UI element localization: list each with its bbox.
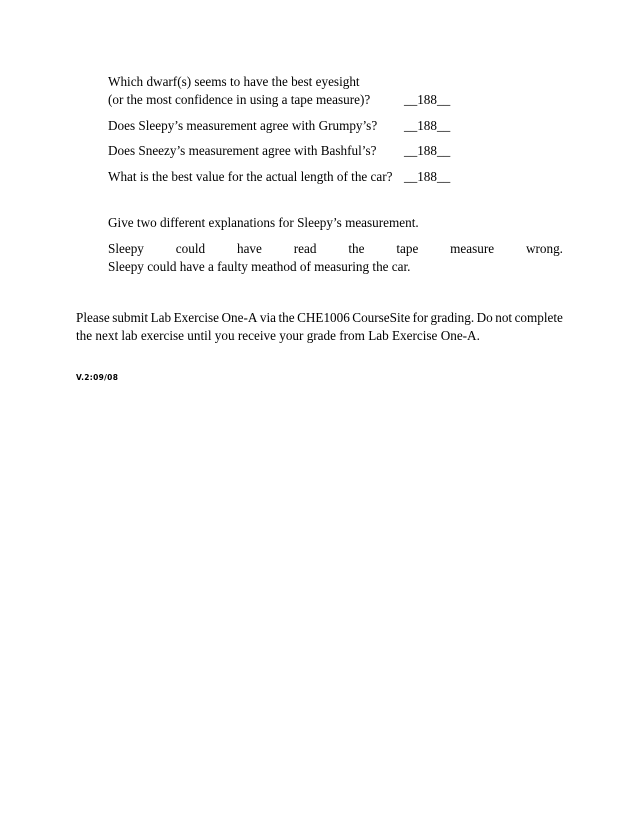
word: have — [236, 241, 262, 256]
word: the — [278, 310, 295, 325]
version-label: V.2:09/08 — [76, 373, 119, 382]
submission-line-2: the next lab exercise until you receive your grade from Lab Exercise One-A. — [76, 328, 480, 343]
word: via — [259, 310, 276, 325]
word: grading. — [430, 310, 475, 325]
word: wrong. — [525, 241, 563, 256]
question-1-line-2: (or the most confidence in using a tape measure)? — [108, 92, 371, 107]
word: complete — [514, 310, 563, 325]
word: CHE1006 — [297, 310, 350, 325]
word: Lab — [150, 310, 172, 325]
question-4-text: What is the best value for the actual length of the car? — [108, 169, 393, 184]
word: for — [412, 310, 429, 325]
word: not — [495, 310, 513, 325]
question-1-line-1: Which dwarf(s) seems to have the best eyesight — [108, 74, 360, 89]
question-1-answer: __188__ — [404, 92, 451, 107]
explanation-answer-line-1 — [108, 241, 563, 257]
word: CourseSite — [352, 310, 411, 325]
question-2-answer: __188__ — [404, 118, 451, 133]
word: could — [175, 241, 206, 256]
submission-line-1 — [76, 310, 563, 326]
word: the — [348, 241, 365, 256]
word: tape — [396, 241, 419, 256]
word: measure — [450, 241, 495, 256]
word: submit — [112, 310, 149, 325]
question-3-answer: __188__ — [404, 143, 451, 158]
explanation-answer-line-2: Sleepy could have a faulty meathod of measuring the car. — [108, 259, 411, 274]
word: Do — [476, 310, 493, 325]
explanation-prompt: Give two different explanations for Sleepy’s measurement. — [108, 215, 419, 230]
question-3-text: Does Sneezy’s measurement agree with Bashful’s? — [108, 143, 377, 158]
word: Please — [76, 310, 110, 325]
question-4-answer: __188__ — [404, 169, 451, 184]
word: Exercise — [173, 310, 219, 325]
question-2-text: Does Sleepy’s measurement agree with Grumpy’s? — [108, 118, 378, 133]
word: One-A — [221, 310, 258, 325]
word: Sleepy — [108, 241, 144, 256]
word: read — [293, 241, 317, 256]
